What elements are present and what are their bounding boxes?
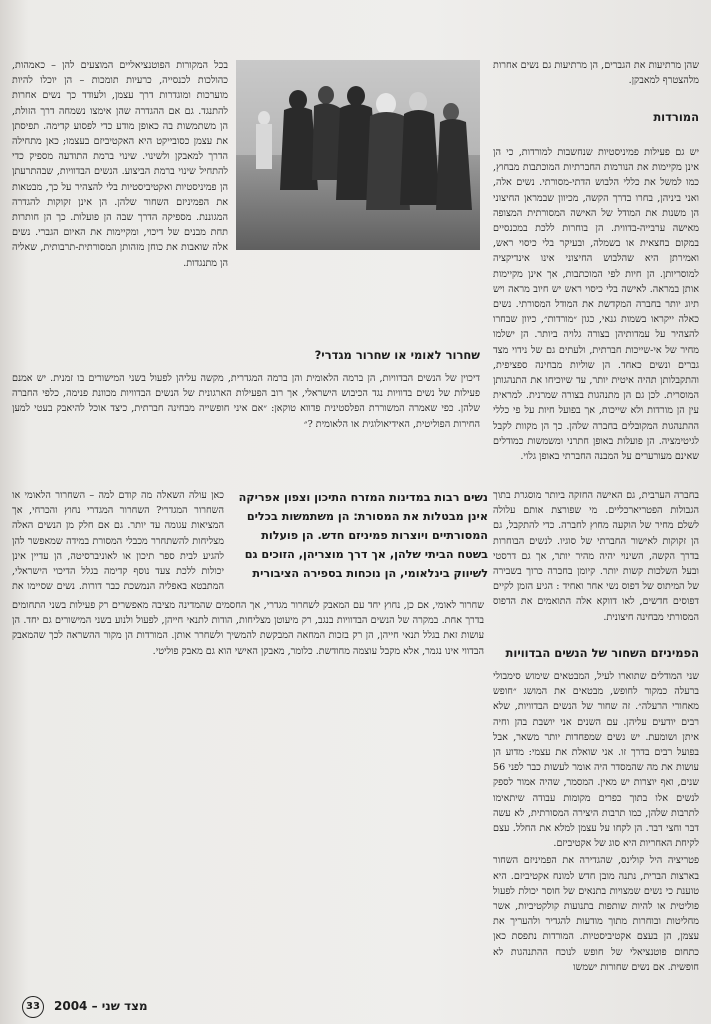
feminism-section (493, 640, 699, 990)
question-paragraph-2a: כאן עולה השאלה מה קודם למה – השחרור הלאומי או השחרור המגדרי? השחרור המגדרי נחוץ והכרחי, אך המציאות עגומה עד יותר. גם אם חלק מן הנשים האלה מצליחות להשתחרר מכבלי המסורת במידה שמאפשר להן להגיע לבית ספר תיכון או לאוניברסיטה, הן עדיין אינן יכולות ללכת צעד נוסף קדימה בגלל הדיכוי הישראלי, המתבטא באפליה הנמשכת כבר דורות. נשים שסיימו את (12, 490, 224, 593)
pull-quote-text: נשים רבות במדינות המזרח התיכון וצפון אפריקה אינן מבטלות את המסורת: הן משתמשות בכלים המסורתיים ויוצרות פמיניזם חדש. הן פועלות בשטח הביתי שלהן, אך דרך מוצריהן, הזוכים גם לשיווק בינלאומי, הן נוכחות בספירה הציבורית (238, 491, 488, 580)
right-column (493, 58, 699, 133)
right-column-continued (493, 488, 699, 638)
heading-mordot: המורדות (653, 110, 699, 125)
left-block (12, 58, 228, 398)
mordot-paragraph-1: יש גם פעילות פמיניסטיות שנחשבות למורדות, כי הן אינן מקיימות את הנורמות החברתיות המוכתבות מבחוץ, כמו למשל את כללי הלבוש הדתי-מסורתי. נשים אלה, ואני ביניהן, בחרו בדרך הקשה, מכיוון שבמראן החיצוני הן משנות את המודל של האישה המסורתית המצופה מאישה ערבייה-בדווית. הן בוחרות ללכת במכנסיים במקום בחצאית או בשמלה, ובעיקר בלי כיסוי ראש, ואמירתן היא שהלבוש החיצוני אינו אינדיקציה למוסריותן. הן חיות לפי המוכתבות, אך אינן מקיימות אותן במראה. לאישה בלי כיסוי ראש יש חיוב מראה ויש תיוג יותר בחברה המקדשת את המודל המסורתי. נשים כאלה ייקראו בשמות גנאי, כגון ״מורדות״, כיוון שבחרו להצהיר על עמדותיהן בצורה גלויה ביותר. הן ישלמו מחיר של אי-שייכות חברתית, ולעתים גם של נידוי מצד גברים ונשים כאחד. הן שוליות מבחינה ספציפית, והתקבלותן תהיה איטית יותר, עד שיוכיחו את התנהגותן המוסרית. לכן גם הן מתנהגות בצורה שמרנית. למראית עין הן מורדות ולא שייכות, אך בפועל חיות על פי כללי ההתנהגות המקובלים בחברה שלהן. כך הן מקוות לקבל לגיטימציה. הן פועלות באופן חתרני ומשמשות כמודלים שאינם מעורערים על המבנה החברתי באופן גלוי. (493, 147, 699, 463)
photo-illustration (236, 60, 480, 250)
feminism-paragraph-1: שני המודלים שתוארו לעיל, המבטאים שימוש סימבולי ברעלה כמקור לחופש, מבטאים את המושג ״חופש מאחורי הרעלה״. זה שחור של הנשים הבדוויות, שלא רבים יודעים עליהן. עם השנים אני יושבת בהן וחיה איתן ושומעת. יש נשים שמפחדות יותר משאר, אבל בפועל רבים בדרך זו. אני שואלת את עצמי: מדוע הן עושות את מה שהמסדר היה אומר לעשות כבר לפני 56 שנים, ואף יוצרות יש מאין. המסמר, שהיה אמור לספק לנשים אלו בתוך כפרים מקומות עבודה שיתאימו לתרבות שלהן, כמו תרבות היצירה המסורתית, לא עשה דבר וחצי דבר. הן לקחו על עצמן למלא את החלל. עצם לקיחת האחריות היא סוג של אקטיביזם. (493, 671, 699, 850)
pull-quote (236, 488, 488, 583)
question-section (12, 348, 480, 478)
wide-bottom-left (12, 598, 484, 958)
heading-national-or-gender: שחרור לאומי או שחרור מגדרי? (314, 348, 480, 362)
page-number: 33 (22, 996, 44, 1018)
heading-black-feminism: הפמיניזם השחור של הנשים הבדוויות (505, 646, 699, 660)
right-wide-body (493, 145, 699, 480)
feminism-paragraph-2: פטריציה היל קולינס, שהגדירה את הפמיניזם השחור בארצות הברית, נתנה מובן חדש למונח אקטיביזם. היא טוענת כי נשים שמצויות בתנאים של חוסר יכולת לפעול פוליטית או להיות שותפות בתנועות קולקטיביות, אשר מחליטות ובוחרות מתוך מודעות להגדיר ולהעריך את עצמן, הן בעצם אקטיביסטיות. המורדות נתפסת כאן כתחום פוטנציאלי של חופש לנוכח ההתנהגות לא חופשית. אם נשים שחורות ישמשו (493, 855, 699, 973)
question-paragraph-3: שחרור לאומי, אם כן, נחוץ יחד עם המאבק לשחרור מגדרי, אך החסמים שהמדינה מציבה מאפשרים רק פעילות בשני התחומים בדרך אחת. במקרה של הנשים הבדוויות בנגב, רק מיעוטן מצליחות, הודות לתנאי חייהן, לפעול ולנוע בשני המישורים גם יחד. הן עושות זאת בגלל תנאי חייהן, הן רק בזכות המחאה המבקשת להמשיך ולשחרר אותן. המורדות הן מקור ההשראה לכך שהמאבק הבדווי אינו נגמר, אלא מקבל עוצמה מחודשת. כלומר, מאבקן האישי הוא גם מאבק פוליטי. (12, 600, 484, 657)
left-column-continued (12, 488, 224, 593)
right-col-intro: שהן מרתיעות את הגברים, הן מרתיעות גם נשים אחרות מלהצטרף למאבקן. (493, 60, 699, 87)
bedouin-women-photo (236, 60, 480, 250)
left-top-paragraph: בכל המקורות הפוטנציאליים המוצעים להן – כאמהות, כהולכות לכנסייה, כרעיות תומכות – הן יוכלו להיות מוערכות ומוגדרות דרך עצמן, ולעודד כך נשים אחרות להתנגד. גם אם ההגדרה שהן אימצו נשמחה דרך הזולת, הן משתמשות בה כאופן מודע כדי לפסוע קדימה. תפיסתן את עצמן כסובייקט היא האקטיביזם בעצמו; כאן מתחילה הדרך למאבקן ולשינוי. שינוי ברמת התודעה מספיק כדי להתחיל שינוי ברמת הביצוע. הנשים הבדוויות, שבהתרעתן הן פמיניסטיות ואקטיביסטיות בלי להצהיר על כך, מבטאות את הפמיניזם השחור שלהן. הן אינן זקוקות להגדרה המגוננת. מספיקה הדרך שבה הן פועלות. כך הן חותרות תחת מבנים של דיכוי, ומקיימות את האיום הגברי. נשים אלה שואבות את כוחן מזהותן המסורתית-תרבותית, שאליה הן מתנגדות. (12, 60, 228, 269)
footer-publication: מצד שני – 2004 (54, 999, 148, 1013)
mordot-paragraph-2: בחברה הערבית, גם האישה החזקה ביותר מוסגרת בתוך הגבולות הפטריארכליים. מי שפורצת אותם עלולה לשלם מחיר של הוקעה מחוץ לחברה. כדי להתקבל, גם הן זקוקות לאישור החברתי של סוגיו. לנשים הבוחרות בדרך הקשה, השינוי יהיה מהיר יותר, אך גם דרסטי ובעל השלכות קשות יותר. קיומן בחברה כרוך בשבירה של המיתוס של דפוס נשי אחר ואחיד : הגיע הזמן לקיים דפוסים חדשים, לאו דווקא אלה התואמים את הדפוס המסורתי מבחינה חיצונית. (493, 490, 699, 623)
question-paragraph-1: דיכוין של הנשים הבדוויות, הן ברמה הלאומית והן ברמה המגדרית, מקשה עליהן לפעול בשני המישורים בו זמנית. יש אמנם פעילות של נשים בדוויות נגד הכיבוש הישראלי, אך רוב הפעילות הארגונית של הנשים הבדוויות מכוונת פנימה, כלפי החברה שלהן. כפי שאמרה המשוררת הפלסטינית פדווא טוקאן: ״אם איני חופשייה מבחינה חברתית, כיצד אוכל להיאבק בעטי למען החירות הפוליטית, האידיאולוגית או הלאומית ?״ (12, 373, 480, 430)
